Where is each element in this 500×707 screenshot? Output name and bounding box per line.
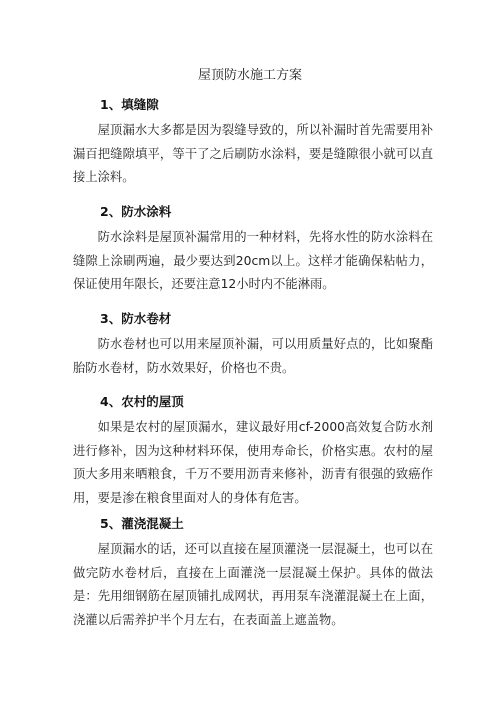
section-heading-2: 2、防水涂料 <box>100 204 172 219</box>
section-body-3: 防水卷材也可以用来屋顶补漏，可以用质量好点的，比如聚酯胎防水卷材，防水效果好，价格也不贵。 <box>73 337 433 375</box>
document-title: 屋顶防水施工方案 <box>197 68 302 83</box>
section-body-4: 如果是农村的屋顶漏水，建议最好用cf-2000高效复合防水剂进行修补，因为这种材料环保，使用寿命长，价格实惠。农村的屋顶大多用来晒粮食，千万不要用沥青来修补，沥青有很强的致癌作用，要是渗在粮食里面对人的身体有危害。 <box>73 420 433 505</box>
section-heading-4: 4、农村的屋顶 <box>100 394 184 409</box>
section-body-2: 防水涂料是屋顶补漏常用的一种材料，先将水性的防水涂料在缝隙上涂刷两遍，最少要达到20cm以上。这样才能确保粘帖力，保证使用年限长，还要注意12小时内不能淋雨。 <box>73 230 433 291</box>
section-heading-1: 1、填缝隙 <box>100 97 159 112</box>
section-heading-5: 5、灌浇混凝土 <box>100 516 184 531</box>
section-heading-3: 3、防水卷材 <box>100 311 172 326</box>
section-body-1: 屋顶漏水大多都是因为裂缝导致的，所以补漏时首先需要用补漏百把缝隙填平，等干了之后刷防水涂料，要是缝隙很小就可以直接上涂料。 <box>73 123 433 184</box>
section-body-5: 屋顶漏水的话，还可以直接在屋顶灌浇一层混凝土，也可以在做完防水卷材后，直接在上面灌浇一层混凝土保护。具体的做法是：先用细钢筋在屋顶铺扎成网状，再用泵车浇灌混凝土在上面，浇灌以后需养护半个月左右，在表面盖上遮盖物。 <box>73 542 433 627</box>
